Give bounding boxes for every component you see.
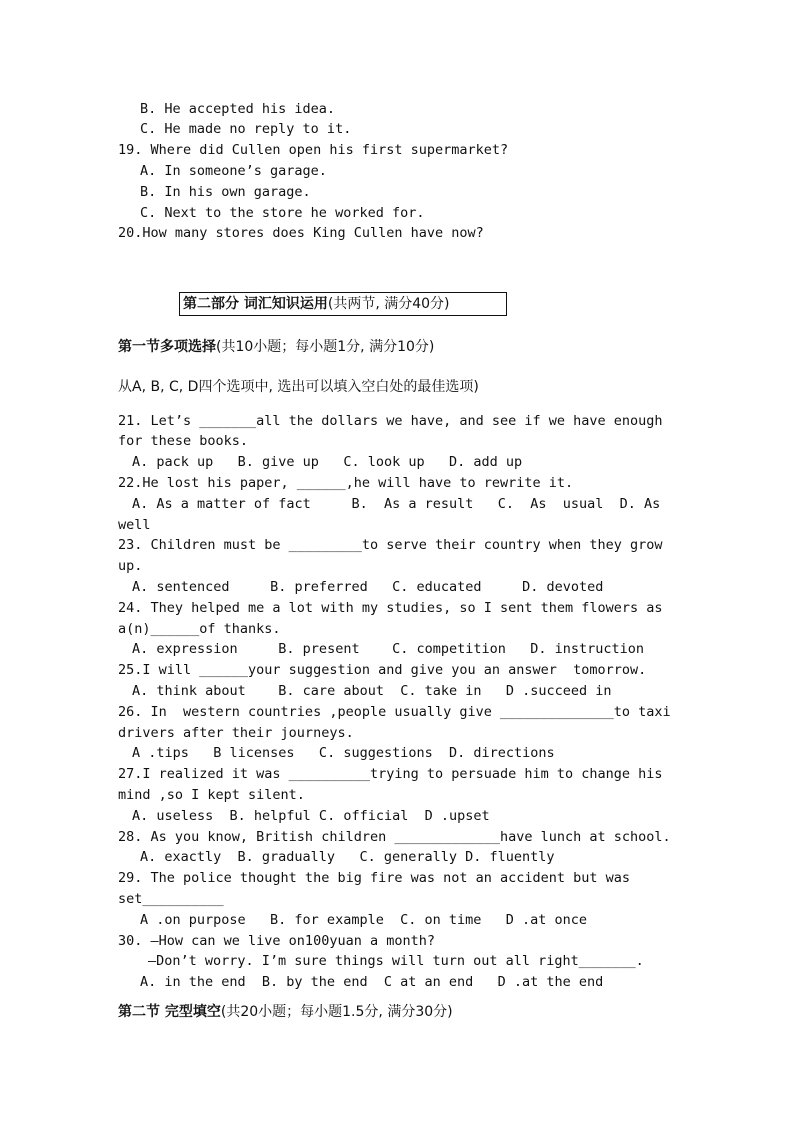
q22-line1: 22.He lost his paper, ______,he will have to rewrite it. [118, 475, 574, 491]
q27-line2: mind ,so I kept silent. [118, 787, 305, 803]
q26-line1: 26. In western countries ,people usually give ______________to taxi [118, 704, 671, 720]
q22-options: A. As a matter of fact B. As a result C. As usual D. As [132, 496, 661, 512]
section2-title-bold: 第二节 完型填空 [118, 1004, 221, 1020]
q25-options: A. think about B. care about C. take in D .succeed in [132, 683, 612, 699]
q22-options-cont: well [118, 517, 151, 533]
part2-title-box [179, 292, 507, 316]
q23-line2: up. [118, 558, 143, 574]
q23-options: A. sentenced B. preferred C. educated D. devoted [132, 579, 604, 595]
q21-line2: for these books. [118, 433, 249, 449]
section2-title-rest: (共20小题；每小题1.5分, 满分30分) [220, 1004, 453, 1020]
section1-title-rest: (共10小题；每小题1分, 满分10分) [216, 339, 435, 355]
section1-instruction: 从A, B, C, D四个选项中, 选出可以填入空白处的最佳选项) [118, 379, 479, 395]
q29-line2: set__________ [118, 891, 224, 907]
q24-line1: 24. They helped me a lot with my studies, so I sent them flowers as [118, 600, 663, 616]
section2-title [118, 1003, 453, 1021]
q27-line1: 27.I realized it was __________trying to persuade him to change his [118, 766, 663, 782]
section1-title [118, 338, 434, 356]
q24-line2: a(n)______of thanks. [118, 621, 281, 637]
q27-options: A. useless B. helpful C. official D .upset [132, 808, 490, 824]
q25-line1: 25.I will ______your suggestion and give you an answer tomorrow. [118, 662, 647, 678]
section1-title-bold: 第一节多项选择 [118, 339, 216, 355]
q30-line1: 30. —How can we live on100yuan a month? [118, 933, 435, 949]
q18-option-c: C. He made no reply to it. [140, 121, 352, 137]
q30-line2: —Don’t worry. I’m sure things will turn out all right_______. [148, 953, 644, 969]
q21-line1: 21. Let’s _______all the dollars we have, and see if we have enough [118, 413, 663, 429]
q30-options: A. in the end B. by the end C at an end D .at the end [140, 974, 604, 990]
q19-option-c: C. Next to the store he worked for. [140, 205, 425, 221]
q28-line1: 28. As you know, British children _____________have lunch at school. [118, 829, 671, 845]
q19-option-a: A. In someone’s garage. [140, 163, 327, 179]
q29-options: A .on purpose B. for example C. on time D .at once [140, 912, 588, 928]
q20-question: 20.How many stores does King Cullen have now? [118, 225, 484, 241]
q23-line1: 23. Children must be _________to serve their country when they grow [118, 537, 663, 553]
part2-title-bold: 第二部分 词汇知识运用 [183, 296, 328, 312]
q19-question: 19. Where did Cullen open his first supermarket? [118, 142, 509, 158]
q19-option-b: B. In his own garage. [140, 184, 311, 200]
q18-option-b: B. He accepted his idea. [140, 101, 336, 117]
q26-options: A .tips B licenses C. suggestions D. directions [132, 745, 555, 761]
q28-options: A. exactly B. gradually C. generally D. fluently [140, 849, 555, 865]
q24-options: A. expression B. present C. competition D. instruction [132, 641, 645, 657]
part2-title-rest: (共两节, 满分40分) [327, 296, 450, 312]
q29-line1: 29. The police thought the big fire was not an accident but was [118, 870, 631, 886]
q21-options: A. pack up B. give up C. look up D. add up [132, 454, 523, 470]
q26-line2: drivers after their journeys. [118, 725, 354, 741]
